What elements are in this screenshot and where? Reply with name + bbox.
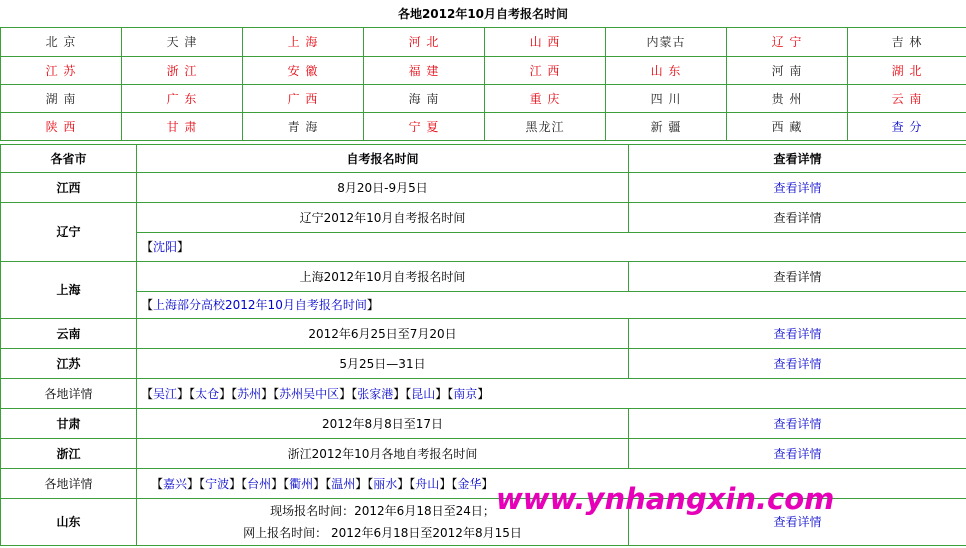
region-link[interactable]: 查 分: [891, 119, 923, 134]
time-yunnan: 2012年6月25日至7月20日: [137, 318, 629, 348]
details-link-gansu[interactable]: 查看详情: [773, 416, 822, 431]
region-link[interactable]: 云 南: [891, 91, 923, 106]
city-link[interactable]: 苏州: [237, 386, 262, 401]
page-title: 各地2012年10月自考报名时间: [0, 0, 966, 28]
details-link-jiangxi[interactable]: 查看详情: [773, 180, 822, 195]
region-cell: [243, 28, 364, 56]
table-row: [1, 378, 966, 408]
region-link[interactable]: 内蒙古: [646, 35, 686, 50]
province-yunnan: 云南: [1, 318, 137, 348]
city-link[interactable]: 金华: [457, 476, 482, 491]
region-cell: [364, 84, 485, 112]
region-cell: [848, 28, 966, 56]
region-link[interactable]: 黑龙江: [525, 119, 565, 134]
region-cell: [364, 112, 485, 140]
region-link[interactable]: 江 苏: [45, 63, 77, 78]
time-shandong-online: 网上报名时间： 2012年6月18日至2012年8月15日: [243, 525, 522, 540]
province-shandong: 山东: [1, 498, 137, 545]
table-row: [1, 318, 966, 348]
region-link[interactable]: 西 藏: [771, 119, 803, 134]
region-grid: [0, 28, 966, 141]
details-link-jiangsu[interactable]: 查看详情: [773, 356, 822, 371]
time-jiangsu: 5月25日—31日: [137, 348, 629, 378]
region-link[interactable]: 北 京: [45, 35, 77, 50]
region-cell: [485, 84, 606, 112]
region-link[interactable]: 上 海: [287, 35, 319, 50]
time-gansu: 2012年8月8日至17日: [137, 408, 629, 438]
region-cell: [1, 56, 122, 84]
region-row: [1, 84, 966, 112]
region-cell: [122, 84, 243, 112]
time-jiangxi: 8月20日-9月5日: [137, 172, 629, 202]
region-cell: [1, 28, 122, 56]
region-cell: [485, 56, 606, 84]
watermark: www.ynhangxin.com: [496, 482, 835, 516]
region-link[interactable]: 四 川: [650, 91, 682, 106]
region-cell: [727, 84, 848, 112]
table-row: [1, 232, 966, 261]
region-cell: [606, 56, 727, 84]
region-link[interactable]: 海 南: [408, 91, 440, 106]
region-link[interactable]: 湖 南: [45, 91, 77, 106]
city-link[interactable]: 嘉兴: [163, 476, 188, 491]
table-row: [1, 348, 966, 378]
city-link[interactable]: 太仓: [195, 386, 220, 401]
region-cell: [485, 28, 606, 56]
city-link[interactable]: 苏州吴中区: [279, 386, 340, 401]
details-liaoning: 查看详情: [629, 202, 966, 232]
province-zhejiang: 浙江: [1, 438, 137, 468]
region-link[interactable]: 陕 西: [45, 119, 77, 134]
region-cell: [848, 112, 966, 140]
region-cell: [122, 28, 243, 56]
region-link[interactable]: 吉 林: [891, 35, 923, 50]
region-link[interactable]: 重 庆: [529, 91, 561, 106]
region-link[interactable]: 山 东: [650, 63, 682, 78]
province-jiangsu: 江苏: [1, 348, 137, 378]
region-row: [1, 28, 966, 56]
table-row: [1, 172, 966, 202]
details-link-shandong[interactable]: 查看详情: [773, 515, 822, 529]
region-link[interactable]: 广 西: [287, 91, 319, 106]
region-cell: [848, 56, 966, 84]
time-liaoning: 辽宁2012年10月自考报名时间: [137, 202, 629, 232]
details-link-yunnan[interactable]: 查看详情: [773, 326, 822, 341]
city-link[interactable]: 吴江: [153, 386, 178, 401]
province-liaoning: 辽宁: [1, 202, 137, 261]
link-shenyang[interactable]: 沈阳: [153, 240, 178, 254]
region-link[interactable]: 福 建: [408, 63, 440, 78]
details-link-zhejiang[interactable]: 查看详情: [773, 446, 822, 461]
sublinks-jiangsu: 【吴江】【太仓】【苏州】【苏州吴中区】【张家港】【昆山】【南京】: [137, 378, 966, 408]
city-link[interactable]: 南京: [453, 386, 478, 401]
region-row: [1, 112, 966, 140]
region-link[interactable]: 浙 江: [166, 63, 198, 78]
sublinks-liaoning: 【沈阳】: [137, 232, 966, 261]
time-shandong-onsite: 现场报名时间：2012年6月18日至24日；: [270, 503, 495, 518]
header-details: 查看详情: [629, 144, 966, 172]
time-zhejiang: 浙江2012年10月各地自考报名时间: [137, 438, 629, 468]
region-link[interactable]: 河 南: [771, 63, 803, 78]
region-link[interactable]: 广 东: [166, 91, 198, 106]
header-province: 各省市: [1, 144, 137, 172]
label-zhejiang-details: 各地详情: [1, 468, 137, 498]
region-link[interactable]: 辽 宁: [771, 35, 803, 50]
header-time: 自考报名时间: [137, 144, 629, 172]
city-link[interactable]: 台州: [247, 476, 272, 491]
table-row: [1, 408, 966, 438]
region-cell: [1, 112, 122, 140]
table-row: [1, 438, 966, 468]
province-shanghai: 上海: [1, 261, 137, 318]
region-cell: [606, 84, 727, 112]
region-cell: [364, 28, 485, 56]
region-link[interactable]: 贵 州: [771, 91, 803, 106]
region-cell: [485, 112, 606, 140]
region-link[interactable]: 新 疆: [650, 119, 682, 134]
link-shanghai-colleges[interactable]: 上海部分高校2012年10月自考报名时间: [153, 298, 367, 312]
region-cell: [364, 56, 485, 84]
region-link[interactable]: 山 西: [529, 35, 561, 50]
region-cell: [243, 112, 364, 140]
region-link[interactable]: 江 西: [529, 63, 561, 78]
table-row: [1, 261, 966, 291]
region-cell: [727, 112, 848, 140]
city-link[interactable]: 舟山: [415, 476, 440, 491]
city-link[interactable]: 丽水: [373, 476, 398, 491]
region-link[interactable]: 甘 肃: [166, 119, 198, 134]
region-link[interactable]: 湖 北: [891, 63, 923, 78]
sublinks-shanghai: 【上海部分高校2012年10月自考报名时间】: [137, 291, 966, 318]
time-shanghai: 上海2012年10月自考报名时间: [137, 261, 629, 291]
label-jiangsu-details: 各地详情: [1, 378, 137, 408]
region-cell: [243, 84, 364, 112]
region-link[interactable]: 安 徽: [287, 63, 319, 78]
sublinks-zhejiang: 【嘉兴】【宁波】【台州】【衢州】【温州】【丽水】【舟山】【金华】: [137, 468, 966, 498]
region-cell: [1, 84, 122, 112]
region-cell: [243, 56, 364, 84]
city-link[interactable]: 温州: [331, 476, 356, 491]
province-jiangxi: 江西: [1, 172, 137, 202]
region-cell: [606, 28, 727, 56]
city-link[interactable]: 衢州: [289, 476, 314, 491]
region-link[interactable]: 河 北: [408, 35, 440, 50]
table-row: [1, 202, 966, 232]
province-gansu: 甘肃: [1, 408, 137, 438]
region-cell: [727, 56, 848, 84]
details-shanghai: 查看详情: [629, 261, 966, 291]
region-cell: [727, 28, 848, 56]
region-link[interactable]: 宁 夏: [408, 119, 440, 134]
table-row: [1, 291, 966, 318]
region-cell: [122, 112, 243, 140]
region-cell: [606, 112, 727, 140]
city-link[interactable]: 昆山: [411, 386, 436, 401]
table-header-row: [1, 144, 966, 172]
region-link[interactable]: 青 海: [287, 119, 319, 134]
city-link[interactable]: 张家港: [357, 386, 394, 401]
city-link[interactable]: 宁波: [205, 476, 230, 491]
region-link[interactable]: 天 津: [166, 35, 198, 50]
region-cell: [848, 84, 966, 112]
region-row: [1, 56, 966, 84]
region-cell: [122, 56, 243, 84]
